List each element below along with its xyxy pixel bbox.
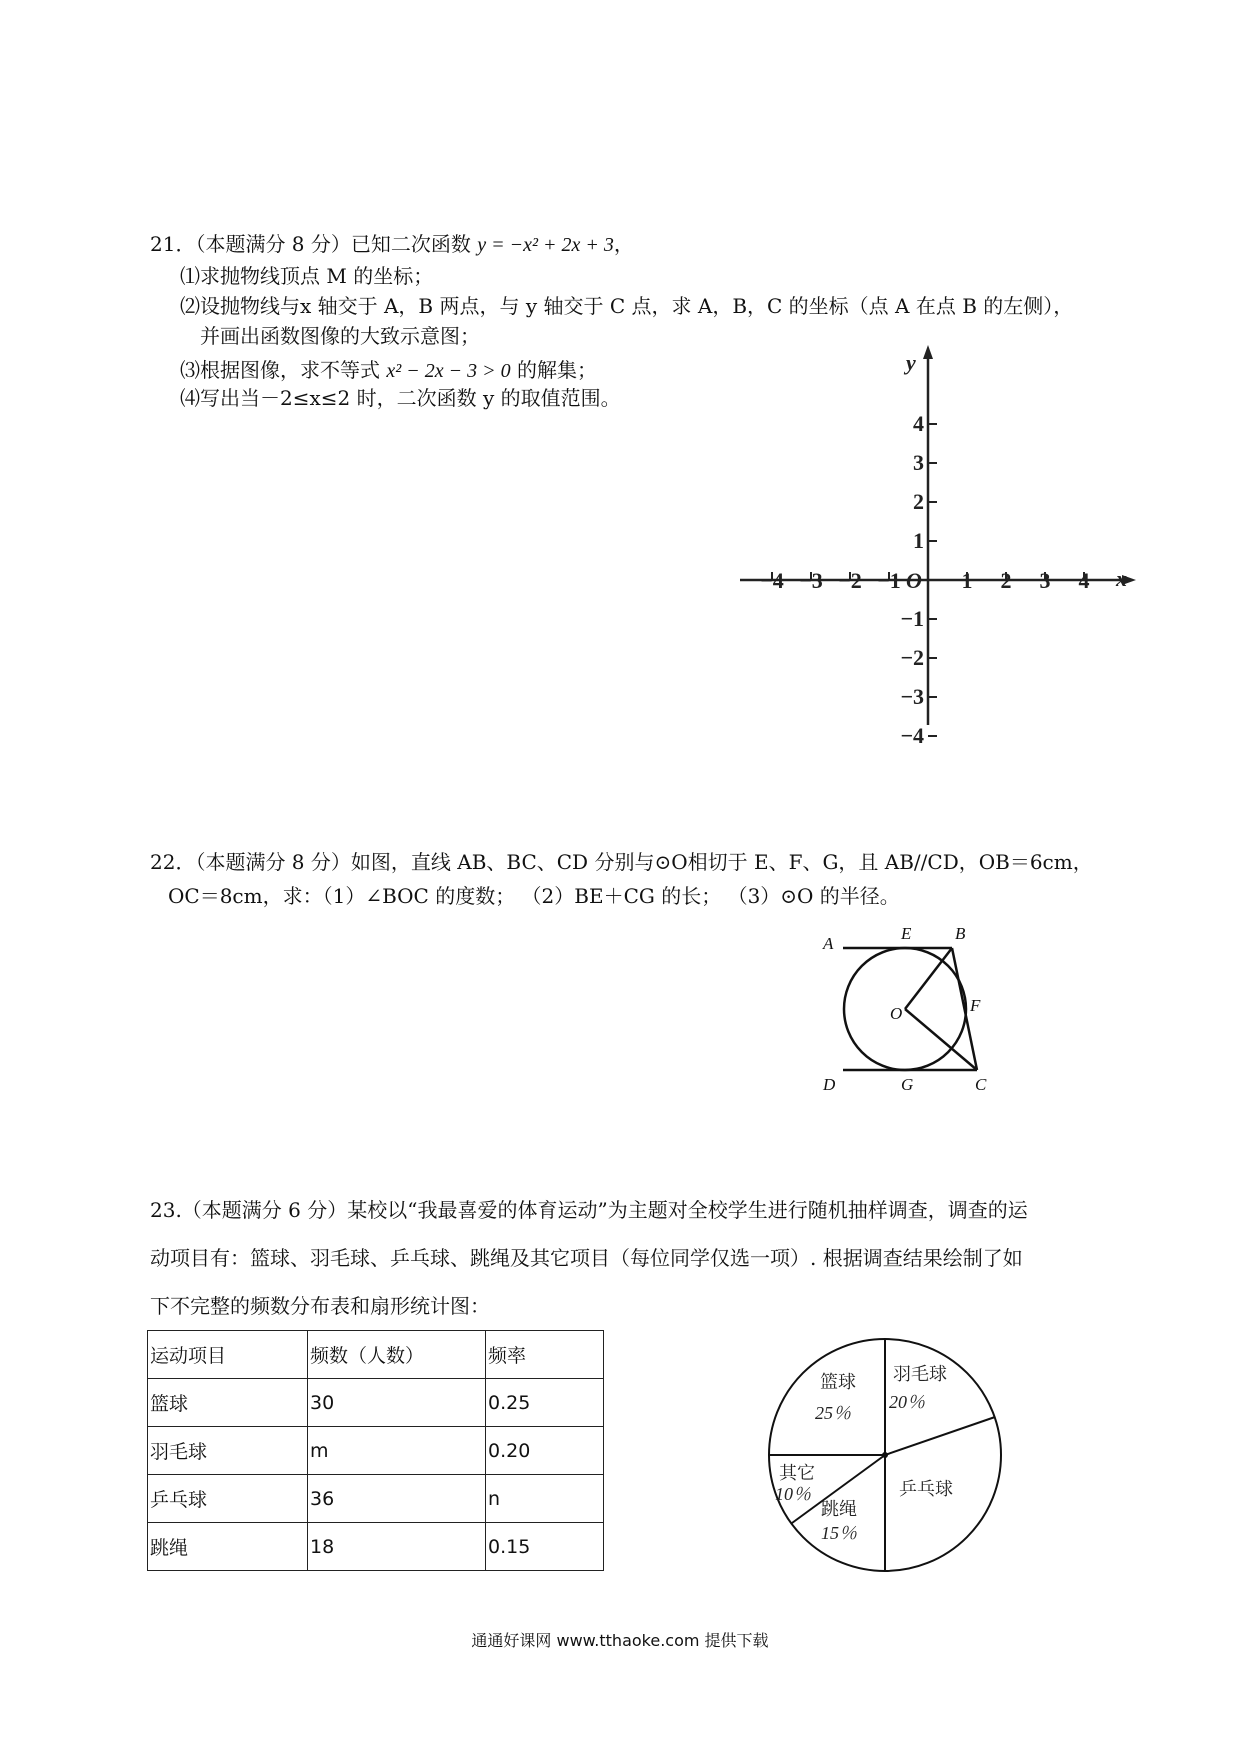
q21-item-4: ⑷写出当－2≤x≤2 时，二次函数 y 的取值范围。 xyxy=(180,386,621,410)
x-tick-label: −4 xyxy=(760,568,784,593)
pie-divider-badminton xyxy=(885,1417,995,1455)
q22-line-1: 22．（本题满分 8 分）如图，直线 AB、BC、CD 分别与⊙O相切于 E、F、G，且 AB//CD，OB＝6cm， xyxy=(150,850,1093,874)
table-row xyxy=(148,1475,604,1523)
y-tick-label: −4 xyxy=(900,723,924,748)
table-cell: 18 xyxy=(308,1523,486,1571)
table-row xyxy=(148,1379,604,1427)
pie-chart xyxy=(765,1335,1005,1575)
table-header-cell: 频数（人数） xyxy=(308,1331,486,1379)
table-row xyxy=(148,1523,604,1571)
pie-label-badminton: 羽毛球 xyxy=(893,1364,947,1384)
pie-pct-rope: 15％ xyxy=(821,1523,857,1543)
table-cell: 0.20 xyxy=(486,1427,604,1475)
x-tick-label: 3 xyxy=(1039,568,1051,593)
table-cell: 0.25 xyxy=(486,1379,604,1427)
segment-ob xyxy=(905,948,952,1009)
y-tick-label: 4 xyxy=(913,411,924,436)
q22-line-2: OC＝8cm，求：（1）∠BOC 的度数； （2）BE＋CG 的长； （3）⊙O 的半径。 xyxy=(168,884,900,908)
table-cell: 36 xyxy=(308,1475,486,1523)
q21-item-2b: 并画出函数图像的大致示意图； xyxy=(200,324,480,348)
x-tick-label: 4 xyxy=(1078,568,1090,593)
pie-label-basketball: 篮球 xyxy=(820,1372,856,1392)
q23-line-1: 23.（本题满分 6 分）某校以“我最喜爱的体育运动”为主题对全校学生进行随机抽样调查，调查的运 xyxy=(150,1198,1028,1222)
q21-item3-prefix: ⑶根据图像，求不等式 xyxy=(180,358,387,382)
q21-head-prefix: 21．（本题满分 8 分）已知二次函数 xyxy=(150,232,478,256)
label-f: F xyxy=(970,996,981,1015)
pie-pct-other: 10％ xyxy=(775,1484,811,1504)
table-cell: 跳绳 xyxy=(148,1523,308,1571)
pie-pct-badminton: 20％ xyxy=(889,1392,925,1412)
pie-center-dot xyxy=(882,1452,888,1458)
q21-item-3 xyxy=(180,356,597,385)
x-tick-label: 1 xyxy=(961,568,973,593)
table-cell: 羽毛球 xyxy=(148,1427,308,1475)
table-row xyxy=(148,1427,604,1475)
y-tick-label: −1 xyxy=(900,606,924,631)
frequency-table xyxy=(147,1330,604,1571)
q21-item3-formula: x² − 2x − 3 > 0 xyxy=(386,360,511,382)
x-tick-label: −2 xyxy=(838,568,862,593)
q21-item-2a: ⑵设抛物线与x 轴交于 A，B 两点，与 y 轴交于 C 点，求 A，B，C 的坐标（点 A 在点 B 的左侧）， xyxy=(180,294,1074,318)
label-e: E xyxy=(901,924,912,943)
table-cell: 30 xyxy=(308,1379,486,1427)
y-tick-label: −2 xyxy=(900,645,924,670)
q21-head-suffix: ， xyxy=(613,232,634,256)
x-tick-label: −1 xyxy=(877,568,901,593)
pie-pct-basketball: 25％ xyxy=(815,1403,851,1423)
label-g: G xyxy=(901,1075,914,1094)
y-tick-label: 2 xyxy=(913,489,924,514)
q23-line-2: 动项目有：篮球、羽毛球、乒乓球、跳绳及其它项目（每位同学仅选一项）. 根据调查结果绘制了如 xyxy=(150,1246,1023,1270)
x-tick-label: 2 xyxy=(1000,568,1012,593)
table-header-cell: 频率 xyxy=(486,1331,604,1379)
q21-heading xyxy=(150,230,634,259)
y-axis-arrow-icon xyxy=(923,345,933,359)
table-cell: m xyxy=(308,1427,486,1475)
table-cell: 0.15 xyxy=(486,1523,604,1571)
origin-label: O xyxy=(906,568,922,593)
table-cell: n xyxy=(486,1475,604,1523)
q21-formula: y = −x² + 2x + 3 xyxy=(477,234,614,256)
table-cell: 篮球 xyxy=(148,1379,308,1427)
label-o: O xyxy=(890,1004,903,1023)
pie-label-pingpong: 乒乓球 xyxy=(899,1479,953,1499)
q23-line-3: 下不完整的频数分布表和扇形统计图： xyxy=(150,1294,490,1318)
y-tick-label: −3 xyxy=(900,684,924,709)
label-c: C xyxy=(975,1075,987,1094)
q21-item3-suffix: 的解集； xyxy=(510,358,597,382)
x-tick-label: −3 xyxy=(799,568,823,593)
label-a: A xyxy=(823,934,834,953)
table-cell: 乒乓球 xyxy=(148,1475,308,1523)
tangent-circle-figure xyxy=(820,925,1010,1100)
y-tick-label: 1 xyxy=(913,528,924,553)
pie-label-rope: 跳绳 xyxy=(821,1499,857,1519)
label-d: D xyxy=(823,1075,836,1094)
page-footer: 通通好课网 www.tthaoke.com 提供下载 xyxy=(471,1631,769,1650)
coordinate-axes xyxy=(740,345,1140,748)
table-header-cell: 运动项目 xyxy=(148,1331,308,1379)
label-b: B xyxy=(955,924,966,943)
q21-item-1: ⑴求抛物线顶点 M 的坐标； xyxy=(180,264,434,288)
table-header-row xyxy=(148,1331,604,1379)
pie-label-other: 其它 xyxy=(779,1463,815,1483)
y-tick-label: 3 xyxy=(913,450,924,475)
y-axis-label: y xyxy=(906,350,916,375)
x-axis-label: x xyxy=(1116,566,1127,591)
